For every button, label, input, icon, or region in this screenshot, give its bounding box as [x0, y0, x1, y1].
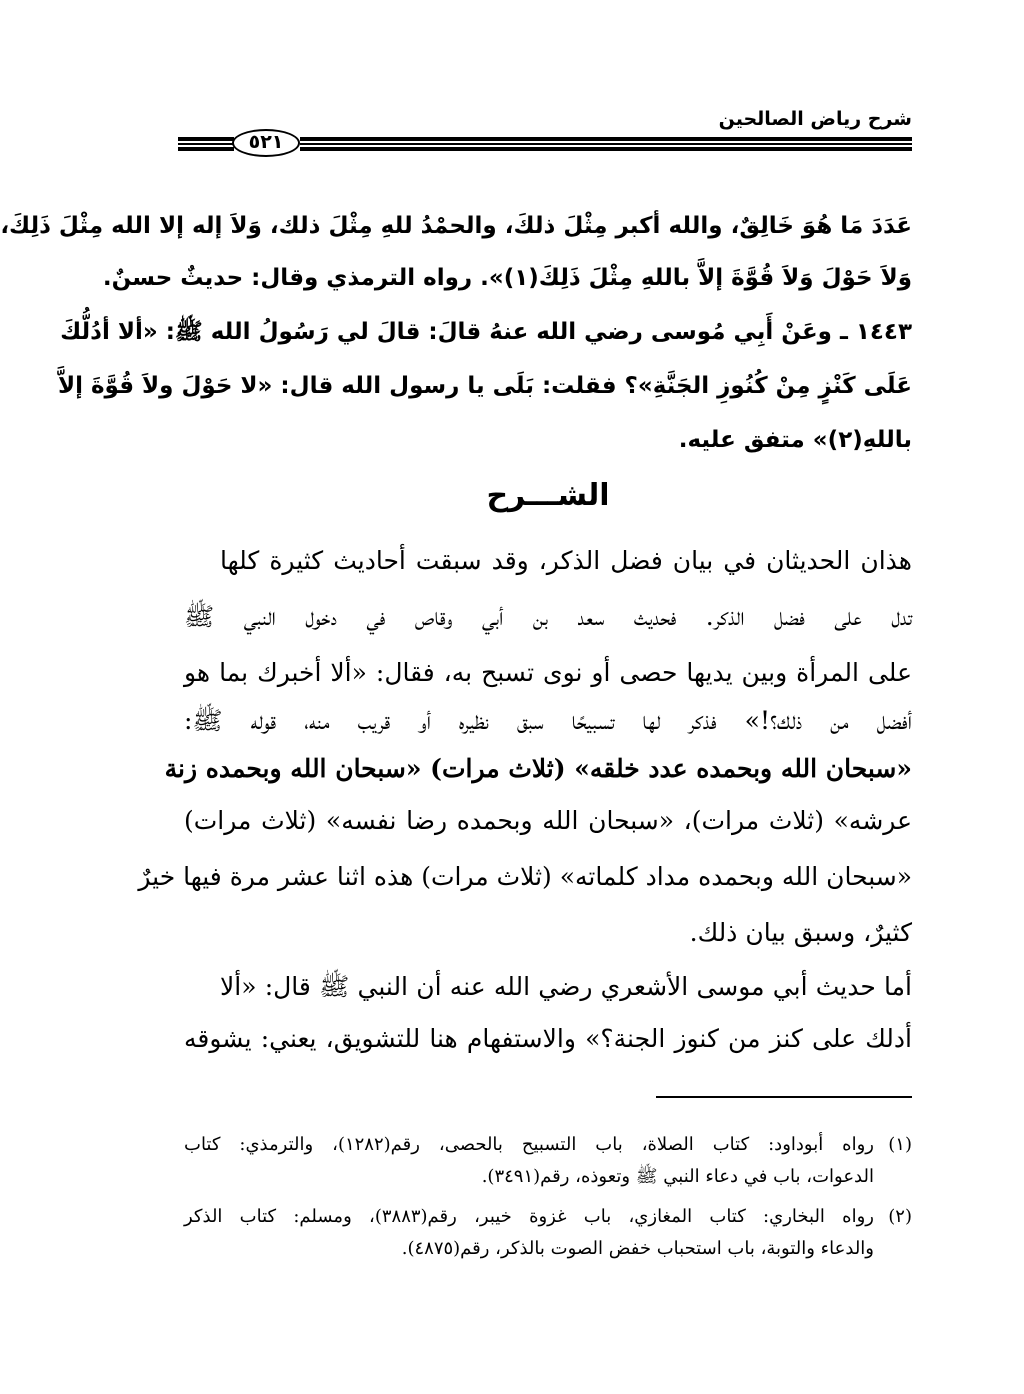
header-rule-right	[300, 137, 912, 151]
running-header-title: شرح رياض الصالحين	[718, 108, 912, 130]
body-line: على المرأة وبين يديها حصى أو نوى تسبح به، فقال: «ألا أخبرك بما هو	[184, 658, 912, 687]
hadith-line: وَلاَ حَوْلَ وَلاَ قُوَّةَ إلاَّ باللهِ مِثْلَ ذَلِكَ(١)». رواه الترمذي وقال: حديثٌ حسنٌ.	[102, 265, 912, 291]
sharh-heading: الشـــرح	[486, 478, 610, 513]
body-line: تدل على فضل الذكر. فحديث سعد بن أبي وقاص في دخول النبي ﷺ	[184, 602, 912, 631]
hadith-line: باللهِ(٢)» متفق عليه.	[678, 427, 912, 453]
body-line: «سبحان الله وبحمده مداد كلماته» (ثلاث مرات) هذه اثنا عشر مرة فيها خيرٌ	[138, 862, 912, 891]
body-line: هذان الحديثان في بيان فضل الذكر، وقد سبقت أحاديث كثيرة كلها	[220, 546, 912, 575]
footnote-line: الدعوات، باب في دعاء النبي ﷺ وتعوذه، رقم(٣٤٩١).	[481, 1166, 874, 1187]
footnote-number: (٢)	[888, 1206, 912, 1227]
body-line: أفضل من ذلك؟!» فذكر لها تسبيحًا سبق نظيره أو قريب منه، قوله ﷺ:	[184, 706, 912, 735]
hadith-line: ١٤٤٣ ـ وعَنْ أَبِي مُوسى رضي الله عنهُ قالَ: قالَ لي رَسُولُ الله ﷺ: «ألا أدُلُّكَ	[60, 319, 912, 345]
footnote-line: رواه أبوداود: كتاب الصلاة، باب التسبيح بالحصى، رقم(١٢٨٢)، والترمذي: كتاب	[184, 1134, 874, 1155]
body-line: أدلك على كنز من كنوز الجنة؟» والاستفهام هنا للتشويق، يعني: يشوقه	[184, 1024, 912, 1053]
hadith-line: عَلَى كَنْزٍ مِنْ كُنُوزِ الجَنَّةِ»؟ فقلت: بَلَى يا رسول الله قال: «لا حَوْلَ ولاَ قُوَّةَ إلاَّ	[57, 373, 912, 399]
body-line: «سبحان الله وبحمده عدد خلقه» (ثلاث مرات) «سبحان الله وبحمده زنة	[164, 754, 912, 783]
footnote-separator	[656, 1096, 912, 1098]
footnote-line: والدعاء والتوبة، باب استحباب خفض الصوت بالذكر، رقم(٤٨٧٥).	[401, 1238, 874, 1259]
body-line: كثيرٌ، وسبق بيان ذلك.	[689, 918, 912, 947]
footnote-number: (١)	[888, 1134, 912, 1155]
footnote-line: رواه البخاري: كتاب المغازي، باب غزوة خيبر، رقم(٣٨٨٣)، ومسلم: كتاب الذكر	[184, 1206, 874, 1227]
hadith-line: عَدَدَ مَا هُوَ خَالِقٌ، والله أكبر مِثْلَ ذلكَ، والحمْدُ للهِ مِثْلَ ذلك، وَلاَ إله إلا الله مِثْلَ ذَلِكَ،	[0, 213, 912, 239]
header-rule-left	[178, 137, 234, 151]
page-number: ٥٢١	[232, 129, 300, 157]
body-line: عرشه» (ثلاث مرات)، «سبحان الله وبحمده رضا نفسه» (ثلاث مرات)	[184, 806, 912, 835]
body-line: أما حديث أبي موسى الأشعري رضي الله عنه أن النبي ﷺ قال: «ألا	[220, 972, 912, 1001]
